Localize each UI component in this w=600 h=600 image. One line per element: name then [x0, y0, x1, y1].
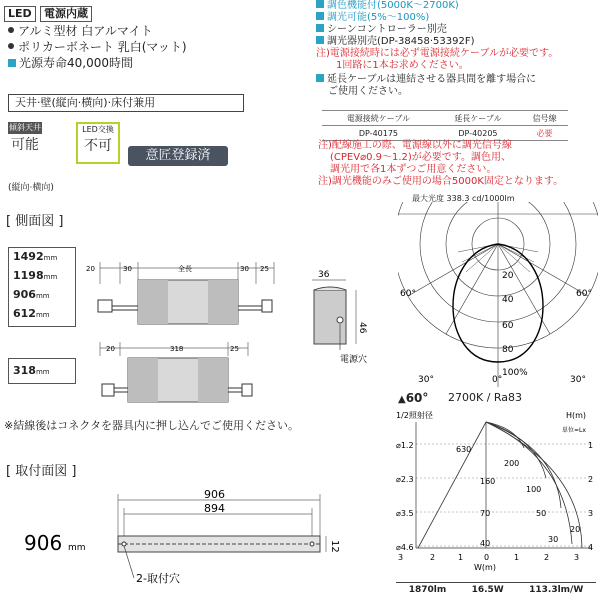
square-bullet-icon [8, 59, 16, 67]
table-cell: DP-40175 [322, 126, 435, 141]
triangle-icon: ▲ [398, 394, 406, 405]
square-bullet-icon [316, 12, 324, 20]
beam-angle: ▲60° [398, 391, 429, 405]
polar-angle-label: 30° [570, 375, 586, 385]
lifetime-item: 光源寿命40,000時間 [8, 56, 133, 71]
tilt-ceiling-icon: 傾斜天井 可能 [9, 123, 41, 153]
wiring-notes [318, 140, 598, 188]
h-tick: 2 [588, 475, 594, 484]
length-item: 1492mm [13, 250, 58, 263]
square-bullet-icon [316, 36, 324, 44]
dim-894: 894 [204, 502, 225, 515]
length-item: 612mm [13, 307, 50, 320]
polar-ring-label: 100% [502, 368, 528, 378]
h-axis-label: H(m) [566, 411, 587, 420]
lux-label: 100 [526, 485, 542, 494]
dim-12: 12 [329, 540, 340, 553]
table-row [322, 126, 568, 141]
cable-table [322, 110, 568, 141]
dim-20: 20 [86, 265, 95, 273]
lux-label: 30 [548, 535, 559, 544]
polar-header: 最大光度 338.3 cd/1000lm [412, 194, 515, 203]
w-axis-label: W(m) [474, 563, 496, 572]
led-not-replaceable-icon: LED交換 不可 [76, 122, 120, 164]
mount-length: 906 [24, 531, 63, 555]
ext-cable-note-2: ご使用ください。 [328, 86, 408, 97]
tilt-note: (縦向·横向) [8, 183, 54, 193]
square-bullet-icon [316, 24, 324, 32]
mount-view-title: [ 取付面図 ] [6, 464, 77, 479]
spec-item: 調光可能(5%〜100%) [316, 12, 598, 24]
diameter-label: ⌀3.5 [396, 509, 414, 518]
lux-label: 630 [456, 445, 472, 454]
table-cell: DP-40205 [435, 126, 521, 141]
dim-906: 906 [204, 488, 225, 501]
mount-view-drawing [20, 486, 350, 596]
w-tick: 2 [430, 553, 436, 562]
bullet-icon [8, 27, 14, 33]
h-tick: 1 [588, 441, 594, 450]
illuminance-chart [396, 408, 598, 580]
bullet-icon [8, 43, 14, 49]
polar-ring-label: 40 [502, 295, 514, 305]
led-badge: LED [4, 6, 36, 22]
output-specs [396, 582, 596, 597]
side-view-title: [ 側面図 ] [6, 214, 64, 229]
dim-25: 25 [260, 265, 269, 273]
spec-item: シーンコントローラー別売 [316, 24, 598, 36]
length-318-box: 318mm [8, 358, 76, 384]
wattage-value: 16.5W [471, 585, 504, 595]
w-tick: 2 [544, 553, 550, 562]
polar-angle-label: 60° [400, 289, 416, 299]
square-bullet-icon [316, 74, 324, 82]
unit-label: 単位=Lx [562, 427, 586, 434]
note-line: (CPEV⌀0.9〜1.2)が必要です。調色用、 [330, 152, 512, 163]
diameter-label: ⌀4.6 [396, 543, 414, 552]
polar-ring-label: 20 [502, 271, 514, 281]
ext-cable-note: 延長ケーブルは連結させる器具間を離す場合に [316, 74, 598, 86]
length-item: 1198mm [13, 269, 58, 282]
lux-label: 200 [504, 459, 520, 468]
note-line: 調光用で各1本ずつご用意ください。 [330, 164, 497, 175]
length-item: 906mm [13, 288, 50, 301]
square-bullet-icon [316, 0, 324, 8]
note-cable: 注)電源接続時には必ず電源接続ケーブルが必要です。 [316, 48, 559, 59]
lux-label: 160 [480, 477, 496, 486]
dim-30: 30 [240, 265, 249, 273]
lux-label: 70 [480, 509, 491, 518]
dim-25: 25 [230, 345, 239, 353]
connector-note: ※結線後はコネクタを器具内に押し込んでご使用ください。 [4, 419, 299, 432]
polar-angle-label: 0° [492, 375, 503, 385]
w-tick: 0 [484, 553, 490, 562]
w-tick: 3 [398, 553, 404, 562]
builtin-power-badge: 電源内蔵 [40, 6, 92, 22]
note-line: 注)配線施工の際、電源線以外に調光信号線 [318, 140, 512, 151]
spec-item: 調色機能付(5000K〜2700K) [316, 0, 598, 12]
lumen-value: 1870lm [408, 585, 447, 595]
dim-36: 36 [318, 270, 330, 280]
polar-ring-label: 60 [502, 321, 514, 331]
feature-item: ポリカーボネート 乳白(マット) [8, 40, 187, 55]
polar-angle-label: 60° [576, 289, 592, 299]
polar-angle-label: 30° [418, 375, 434, 385]
end-view-drawing [300, 266, 380, 366]
note-line: 注)調光機能のみご使用の場合5000K固定となります。 [318, 176, 564, 187]
h-tick: 3 [588, 509, 594, 518]
h-tick: 4 [588, 543, 594, 552]
mount-unit: mm [68, 543, 86, 553]
side-view-drawing [80, 256, 298, 406]
table-header: 延長ケーブル [435, 111, 521, 126]
w-tick: 1 [458, 553, 464, 562]
design-registered-badge: 意匠登録済 [128, 146, 228, 166]
w-tick: 3 [574, 553, 580, 562]
feature-item: アルミ型材 白アルマイト [8, 24, 153, 39]
length-list [8, 247, 76, 327]
lux-label: 20 [570, 525, 581, 534]
diameter-label: ⌀2.3 [396, 475, 414, 484]
table-header: 電源接続ケーブル [322, 111, 435, 126]
dim-total: 全長 [178, 265, 192, 273]
mount-type-box: 天井·壁(縦向·横向)·床付兼用 [8, 94, 244, 112]
diameter-label: ⌀1.2 [396, 441, 414, 450]
spec-item: 調光器別売(DP-38458·53392F) [316, 36, 598, 48]
dim-46: 46 [357, 322, 367, 334]
note-cable-2: 1回路に1本お求めください。 [336, 60, 469, 71]
polar-chart [398, 202, 598, 387]
right-spec-list [316, 0, 598, 98]
table-cell: 必要 [521, 126, 568, 141]
lux-label: 50 [536, 509, 547, 518]
dim-30: 30 [123, 265, 132, 273]
w-tick: 1 [514, 553, 520, 562]
dim-318: 318 [170, 345, 184, 353]
polar-ring-label: 80 [502, 345, 514, 355]
lux-label: 40 [480, 539, 491, 548]
mount-holes-label: 2-取付穴 [136, 572, 180, 585]
table-header-row [322, 111, 568, 126]
power-hole-label: 電源穴 [340, 355, 368, 365]
beam-cct: 2700K / Ra83 [448, 391, 523, 404]
half-diameter-label: 1/2照射径 [396, 411, 433, 420]
dim-20: 20 [106, 345, 115, 353]
table-header: 信号線 [521, 111, 568, 126]
efficacy-value: 113.3lm/W [529, 585, 584, 595]
